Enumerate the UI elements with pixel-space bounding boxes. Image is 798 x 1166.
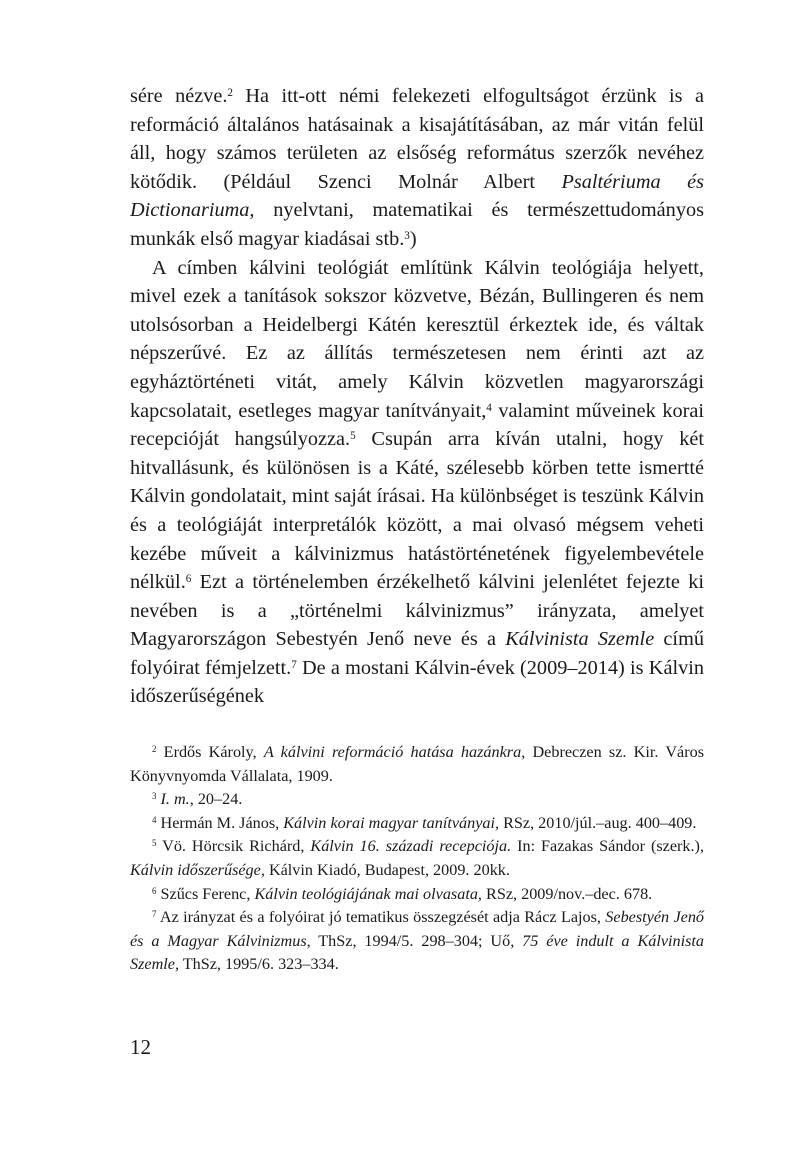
italic-title: Sebestyén Jenő és a Magyar Kálvinizmus, (130, 908, 705, 950)
text-span: RSz, 2009/nov.–dec. 678. (481, 884, 653, 903)
text-span: sére nézve. (130, 85, 228, 107)
footnote-6 (130, 883, 704, 907)
italic-title: Kálvinista Szemle (505, 628, 655, 651)
footnote-7 (130, 906, 704, 977)
text-span: című folyóirat fémjelzett. (130, 628, 704, 679)
footnote-ref-4: 4 (486, 401, 492, 414)
text-span: RSz, 2010/júl.–aug. 400–409. (499, 813, 697, 832)
footnotes (130, 741, 704, 977)
footnote-4 (130, 812, 704, 836)
footnote-ref-5: 5 (350, 429, 356, 442)
paragraph-1 (130, 82, 704, 254)
text-span: nyelvtani, matematikai és természettudományos munkák első magyar kiadásai stb. (130, 199, 704, 250)
text-span: ThSz, 1995/6. 323–334. (179, 955, 339, 974)
text-span: De a mostani Kálvin-évek (2009–2014) is Kálvin időszerűségének (130, 656, 704, 708)
text-span: , 20–24. (189, 790, 243, 809)
text-span: Ha itt-ott némi felekezeti elfogultságot érzünk is a reformáció általános hatásainak a kisajátításában, az már vitán felül áll, hogy számos területen az elsőség református szerzők nevéhez kötődik. (Például Szenci Molnár Albert (130, 85, 704, 193)
footnote-5 (130, 835, 704, 882)
footnote-number: 3 (152, 791, 157, 802)
page-number: 12 (130, 1035, 151, 1059)
footnote-number: 5 (152, 838, 157, 849)
text-span: In: Fazakas Sándor (szerk.), (511, 837, 704, 856)
footnote-ref-3: 3 (404, 229, 410, 242)
text-span: Kálvin Kiadó, Budapest, 2009. 20kk. (264, 860, 510, 879)
text-span: Erdős Károly, (156, 743, 264, 761)
italic-title: 75 éve indult a Kálvinista Szemle, (130, 931, 704, 974)
paragraph-2 (130, 254, 704, 712)
main-text (130, 82, 704, 711)
italic-title: Kálvin időszerűsége, (130, 860, 265, 879)
text-span: A címben kálvini teológiát említünk Kálvin teológiája helyett, mivel ezek a tanítások sokszor közvetve, Bézán, Bullingeren és nem utolsósorban a Heidelbergi Kátén keresztül érkeztek ide, és váltak népszerűvé. Ez az állítás természetesen nem érinti azt az egyháztörténeti vitát, amely Kálvin közvetlen magyarországi kapcsolatait, esetleges magyar tanítványait, (130, 256, 704, 422)
footnote-2 (130, 741, 704, 788)
italic-title: Psaltériuma és Dictionariuma, (130, 170, 704, 222)
footnote-3 (130, 788, 704, 812)
italic-title: A kálvini reformáció hatása hazánkra (263, 743, 522, 761)
text-span: ThSz, 1994/5. 298–304; Uő, (310, 931, 523, 950)
text-span: Vö. Hörcsik Richárd, (156, 837, 311, 856)
text-span: ) (409, 227, 417, 250)
footnote-number: 7 (152, 909, 157, 920)
text-span: Szűcs Ferenc, (156, 884, 255, 903)
text-span: , Debreczen sz. Kir. Város Könyvnyomda Vállalata, 1909. (130, 743, 704, 785)
text-span: Csupán arra kíván utalni, hogy két hitvallásunk, és különösen is a Káté, szélesebb körben tette ismertté Kálvin gondolatait, mint saját írásai. Ha különbséget is teszünk Kálvin és a teológiáját interpretálók között, a mai olvasó mégsem veheti kezébe műveit a kálvinizmus hatástörténetének figyelembevétele nélkül. (130, 428, 705, 594)
footnote-number: 4 (152, 814, 157, 825)
italic-title: Kálvin korai magyar tanítványai, (283, 813, 500, 832)
text-span: Ezt a történelemben érzékelhető kálvini jelenlétet fejezte ki nevében is a „történelmi kálvinizmus” irányzata, amelyet Magyarországon Sebestyén Jenő neve és a (130, 571, 704, 651)
footnote-number: 2 (152, 744, 157, 755)
italic-title: I. m. (160, 790, 190, 809)
italic-title: Kálvin teológiájának mai olvasata, (254, 884, 482, 903)
footnote-ref-7: 7 (291, 658, 297, 671)
footnote-number: 6 (152, 885, 157, 896)
text-span: valamint műveinek korai recepcióját hangsúlyozza. (130, 399, 704, 451)
footnote-ref-6: 6 (185, 572, 192, 585)
text-span: Az irányzat és a folyóirat jó tematikus összegzését adja Rácz Lajos, (156, 908, 606, 927)
italic-title: Kálvin 16. századi recepciója. (310, 837, 512, 856)
footnote-ref-2: 2 (227, 86, 233, 99)
text-span: Hermán M. János, (156, 813, 284, 832)
